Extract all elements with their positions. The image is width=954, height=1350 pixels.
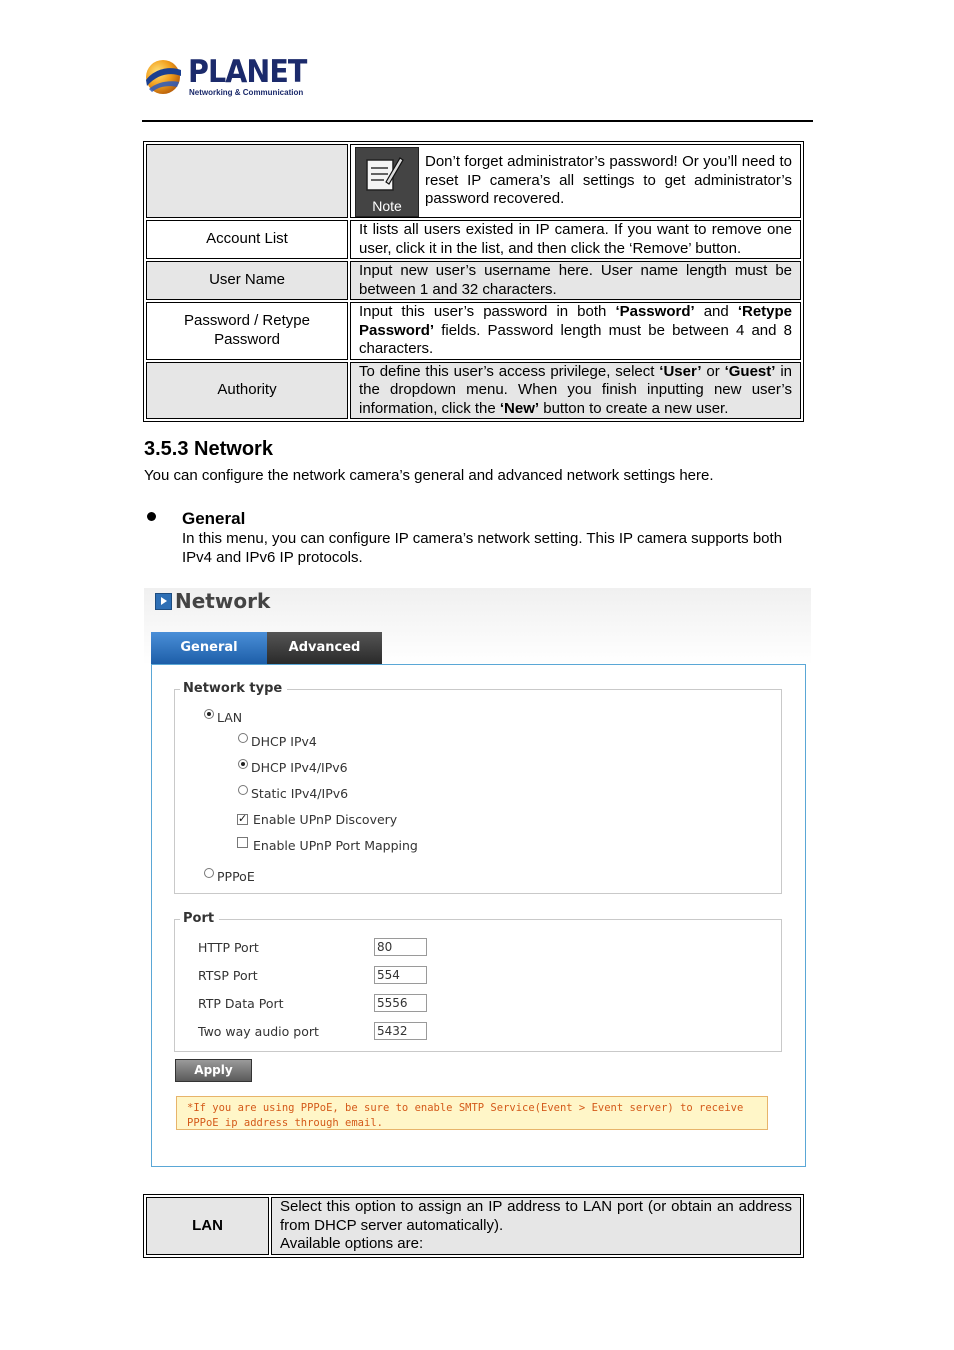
bold-term: ‘New’ [499, 399, 540, 417]
text-span: or [701, 362, 725, 380]
upnp-port-mapping-checkbox[interactable] [237, 838, 418, 853]
note-block [351, 147, 800, 217]
row-description [350, 302, 801, 360]
option-label: PPPoE [217, 869, 255, 884]
bold-term: ‘Password’ [615, 303, 695, 320]
description-line: Available options are: [280, 1235, 424, 1252]
option-label: Static IPv4/IPv6 [251, 786, 349, 801]
port-fieldset [174, 911, 782, 1052]
option-label: DHCP IPv4 [251, 734, 317, 749]
globe-logo-icon [143, 56, 183, 96]
row-description: Input new user’s username here. User name length must be between 1 and 32 characters. [350, 261, 801, 300]
play-arrow-icon [155, 593, 172, 610]
section-title: 3.5.3 Network [144, 438, 273, 460]
row-label: LAN [146, 1197, 269, 1255]
row-label: Account List [146, 220, 348, 259]
empty-cell [146, 144, 348, 218]
rtsp-port-label: RTSP Port [198, 968, 258, 983]
user-settings-table [143, 141, 804, 422]
row-description: It lists all users existed in IP camera. If you want to remove one user, click it in the list, and then click the ‘Remove’ button. [350, 220, 801, 259]
bold-term: ‘User’ [659, 362, 702, 380]
lan-description-table [143, 1194, 804, 1258]
checkbox-empty-icon [237, 837, 248, 848]
option-label: LAN [217, 710, 243, 725]
pppoe-radio[interactable] [204, 869, 255, 884]
text-span: in the dropdown menu. When you finish inputting new user’s information, click the [359, 362, 792, 417]
static-ip-radio[interactable] [238, 786, 348, 801]
rtp-data-port-label: RTP Data Port [198, 996, 284, 1011]
option-label: Enable UPnP Discovery [253, 812, 398, 827]
table-row [146, 302, 801, 360]
http-port-input[interactable]: 80 [374, 938, 427, 956]
panel-header [144, 588, 811, 665]
check-icon: ✓ [238, 812, 248, 825]
rtp-data-port-input[interactable]: 5556 [374, 994, 427, 1012]
table-row [146, 362, 801, 420]
text-span: To define this user’s access privilege, select [359, 362, 660, 380]
table-row [146, 144, 801, 218]
row-description [350, 362, 801, 420]
planet-logo [143, 54, 307, 100]
audio-port-label: Two way audio port [198, 1024, 319, 1039]
text-span: button to create a new user. [539, 399, 729, 417]
general-heading: General [182, 509, 246, 528]
bold-term: ‘Retype Password’ [359, 303, 792, 339]
network-type-fieldset [174, 681, 782, 894]
row-label: Authority [146, 362, 348, 420]
table-row [146, 220, 801, 259]
panel-title: Network [175, 589, 271, 613]
tab-advanced[interactable]: Advanced [267, 632, 382, 664]
row-label: Password / Retype Password [146, 302, 348, 360]
network-settings-screenshot [144, 588, 811, 1170]
dhcp-ipv4-ipv6-radio[interactable] [238, 760, 348, 775]
radio-icon [238, 733, 248, 743]
notepad-pen-icon [364, 154, 404, 194]
text-span: and [694, 303, 738, 320]
table-row [146, 1197, 801, 1255]
text-span: Input this user’s password in both [359, 303, 616, 320]
option-label: DHCP IPv4/IPv6 [251, 760, 348, 775]
option-label: Enable UPnP Port Mapping [253, 838, 418, 853]
dhcp-ipv4-radio[interactable] [238, 734, 317, 749]
tab-general[interactable]: General [151, 632, 267, 664]
logo-tagline: Networking & Communication [189, 88, 304, 97]
row-description [271, 1197, 801, 1255]
lan-radio[interactable] [204, 710, 242, 725]
radio-icon [238, 785, 248, 795]
bold-term: ‘Guest’ [724, 362, 776, 380]
header-divider [142, 120, 813, 122]
upnp-discovery-checkbox[interactable] [237, 812, 397, 827]
general-body: In this menu, you can configure IP camera’s network setting. This IP camera supports both IPv4 and IPv6 IP protocols. [182, 530, 783, 566]
radio-selected-icon [204, 709, 214, 719]
section-intro: You can configure the network camera’s general and advanced network settings here. [144, 467, 714, 484]
note-icon [355, 147, 419, 217]
http-port-label: HTTP Port [198, 940, 259, 955]
audio-port-input[interactable]: 5432 [374, 1022, 427, 1040]
radio-icon [204, 868, 214, 878]
logo-wordmark: PLANET [188, 54, 307, 90]
note-cell [350, 144, 801, 218]
port-legend: Port [180, 911, 219, 926]
table-row [146, 261, 801, 300]
pppoe-warning: *If you are using PPPoE, be sure to enable SMTP Service(Event > Event server) to receive PPPoE ip address through email. [176, 1096, 768, 1130]
radio-selected-icon [238, 759, 248, 769]
description-line: Select this option to assign an IP address to LAN port (or obtain an address from DHCP server automatically). [280, 1198, 792, 1234]
rtsp-port-input[interactable]: 554 [374, 966, 427, 984]
tab-content [151, 664, 806, 1167]
row-label: User Name [146, 261, 348, 300]
apply-button[interactable]: Apply [175, 1059, 252, 1082]
note-label: Note [372, 197, 402, 214]
text-span: fields. Password length must be between 4 and 8 characters. [359, 321, 792, 357]
bullet-icon [147, 512, 156, 521]
note-text: Don’t forget administrator’s password! Or you’ll need to reset IP camera’s all settings to get administrator’s password recovered. [425, 153, 792, 207]
network-type-legend: Network type [180, 681, 287, 696]
